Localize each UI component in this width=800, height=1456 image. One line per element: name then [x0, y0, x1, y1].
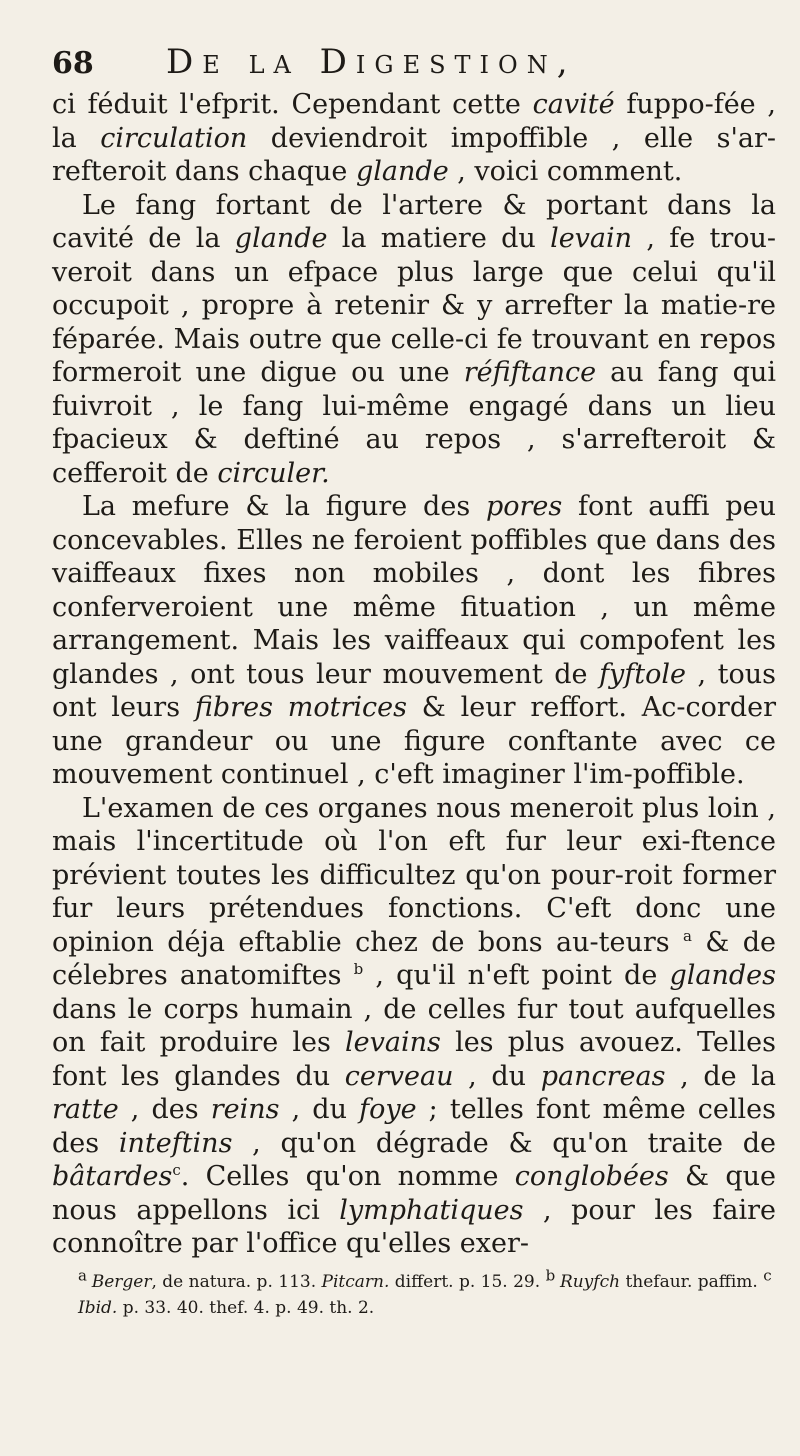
- italic-term: lymphatiques: [339, 1194, 524, 1226]
- footnotes: [52, 1265, 776, 1321]
- text-run: , de la: [665, 1060, 776, 1092]
- text-run: thefaur. paffim.: [620, 1271, 764, 1292]
- text-run: font auffi peu concevables. Elles ne feroient poffibles que dans des vaiffeaux fixes non mobiles , dont les fibres conferveroient une même fituation , un même arrangement. Mais les vaiffeaux qui compofent les glandes , ont tous leur mouvement de: [52, 491, 776, 690]
- text-run: , qu'il n'eft point de: [363, 960, 670, 991]
- paragraph: [52, 88, 776, 189]
- body-text: [52, 88, 776, 1261]
- page-number: 68: [52, 46, 94, 81]
- text-run: , fe trou-veroit dans un efpace plus large que celui qu'il occupoit , propre à retenir & y arrefter la matie-re féparée. Mais outre que celle-ci fe trouvant en repos formeroit une digue ou une: [52, 223, 776, 388]
- italic-term: Ruyfch: [559, 1271, 621, 1292]
- footnote-marker: a: [682, 926, 692, 945]
- italic-term: cavité: [532, 89, 615, 120]
- paragraph: [52, 490, 776, 792]
- text-run: . Celles qu'on nomme: [180, 1161, 515, 1192]
- footnote-marker: a: [78, 1265, 92, 1284]
- italic-term: glande: [234, 223, 328, 254]
- italic-term: reins: [210, 1094, 280, 1125]
- italic-term: circulation: [100, 122, 248, 154]
- text-run: Le fang fortant de l'artere & portant dans la cavité de la: [52, 189, 776, 254]
- italic-term: Berger: [91, 1271, 152, 1292]
- text-run: dans le corps humain , de celles fur tout aufquelles on fait produire les: [52, 993, 776, 1058]
- italic-term: glandes: [669, 960, 776, 991]
- italic-term: réfiftance: [463, 357, 597, 388]
- text-run: , des: [118, 1094, 211, 1125]
- text-run: & de célebres anatomiftes: [52, 926, 776, 991]
- text-run: , du: [279, 1094, 360, 1125]
- footnote-marker: c: [172, 1161, 181, 1179]
- running-title: De la Digestion,: [166, 42, 577, 82]
- italic-term: bâtardes: [52, 1161, 173, 1192]
- text-run: , qu'on dégrade & qu'on traite de: [232, 1127, 776, 1159]
- text-run: p. 33. 40. thef. 4. p. 49. th. 2.: [117, 1297, 375, 1318]
- italic-term: Ibid.: [78, 1297, 118, 1318]
- italic-term: Pitcarn.: [321, 1271, 390, 1292]
- italic-term: levain: [550, 223, 633, 254]
- text-run: la matiere du: [327, 223, 551, 254]
- italic-term: ratte: [52, 1094, 119, 1125]
- text-run: , tous ont leurs: [52, 658, 777, 723]
- italic-term: conglobées: [514, 1161, 669, 1192]
- footnote-marker: b: [545, 1265, 560, 1284]
- text-run: ci féduit l'efprit. Cependant cette: [52, 89, 533, 120]
- italic-term: circuler.: [217, 457, 330, 489]
- text-run: , du: [453, 1060, 541, 1092]
- italic-term: pores: [485, 491, 563, 522]
- italic-term: fibres motrices: [194, 692, 407, 723]
- text-run: & que nous appellons ici: [52, 1161, 776, 1226]
- footnote-marker: b: [353, 960, 364, 978]
- footnote-marker: c: [763, 1265, 772, 1284]
- italic-term: levains: [345, 1027, 441, 1058]
- text-run: ; telles font même celles des: [52, 1094, 776, 1159]
- text-run: , voici comment.: [448, 156, 683, 187]
- italic-term: pancreas: [540, 1060, 666, 1092]
- italic-term: cerveau: [344, 1060, 454, 1092]
- text-run: & leur reffort. Ac-corder une grandeur ou une figure conftante avec ce mouvement continuel , c'eft imaginer l'im-poffible.: [52, 692, 776, 790]
- text-run: La mefure & la figure des: [82, 491, 486, 522]
- text-run: , de natura. p. 113.: [151, 1271, 322, 1292]
- paragraph: [52, 792, 776, 1261]
- italic-term: glande: [356, 156, 449, 187]
- text-run: L'examen de ces organes nous meneroit plus loin , mais l'incertitude où l'on eft fur leur exi-ftence prévient toutes les difficultez qu'on pour-roit former fur leurs prétendues fonctions. C'eft donc une opinion déja eftablie chez de bons au-teurs: [52, 792, 776, 958]
- text-run: les plus avouez. Telles font les glandes du: [52, 1027, 776, 1092]
- text-run: au fang qui fuivroit , le fang lui-même engagé dans un lieu fpacieux & deftiné au repos , s'arrefteroit & cefferoit de: [52, 357, 776, 489]
- text-run: deviendroit impoffible , elle s'ar-refteroit dans chaque: [52, 122, 776, 187]
- italic-term: foye: [359, 1094, 417, 1125]
- text-run: fuppo-fée , la: [52, 89, 776, 154]
- text-run: , pour les faire connoître par l'office qu'elles exer-: [52, 1194, 776, 1259]
- italic-term: inteftins: [118, 1127, 233, 1159]
- running-header: [52, 42, 776, 88]
- italic-term: fyftole: [599, 658, 687, 690]
- paragraph: [52, 189, 776, 491]
- text-run: differt. p. 15. 29.: [389, 1271, 546, 1292]
